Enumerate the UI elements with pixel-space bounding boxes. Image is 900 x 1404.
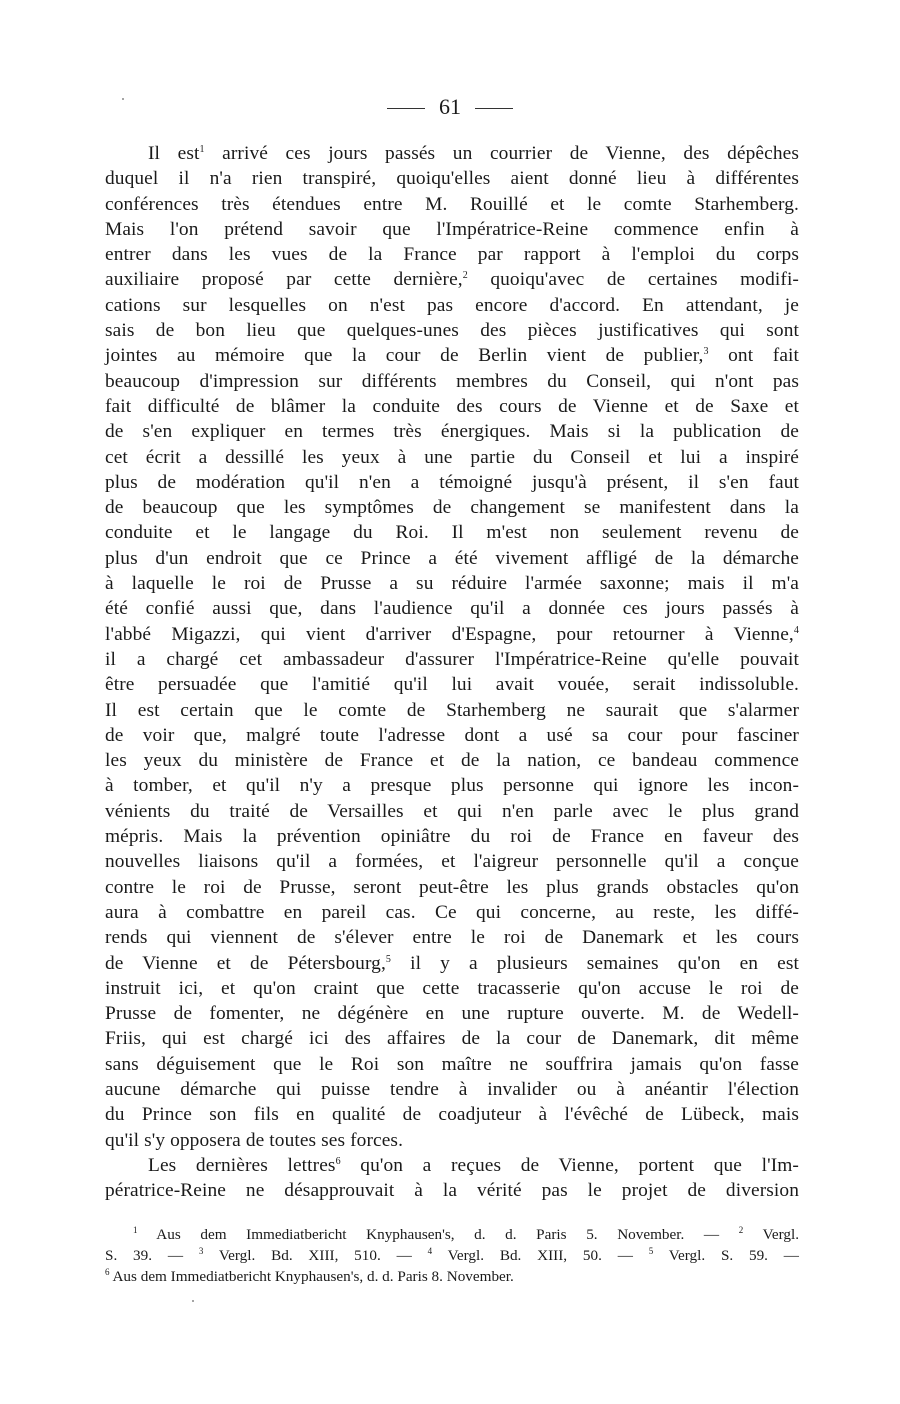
text-line [105, 520, 799, 545]
text-span: plus d'un endroit que ce Prince a été vivement affligé de la démarche [105, 547, 799, 569]
text-line [105, 394, 799, 419]
text-line [105, 1102, 799, 1127]
text-span: quoiqu'avec de certaines modifi- [467, 269, 799, 291]
text-span: vénients du traité de Versailles et qui n'en parle avec le plus grand [105, 800, 799, 822]
text-line [105, 242, 799, 267]
text-line [105, 470, 799, 495]
footnote-marker: 5 [385, 953, 392, 965]
text-span: Aus dem Immediatbericht Knyphausen's, d. d. Paris 8. November. [109, 1268, 514, 1285]
text-line [105, 445, 799, 470]
text-span: Il est certain que le comte de Starhemberg ne saurait que s'alarmer [105, 699, 799, 721]
footnote-marker: 2 [738, 1225, 744, 1235]
page-header [0, 93, 900, 121]
text-line [105, 166, 799, 191]
text-span: Mais l'on prétend savoir que l'Impératrice-Reine commence enfin à [105, 218, 799, 240]
text-span: pératrice-Reine ne désapprouvait à la vérité pas le projet de diversion [105, 1180, 799, 1202]
text-line [105, 875, 799, 900]
text-span: arrivé ces jours passés un courrier de Vienne, des dépêches [204, 143, 799, 164]
text-span: Vergl. S. 59. — [653, 1247, 799, 1264]
text-span: plus de modération qu'il n'en a témoigné jusqu'à présent, il s'en faut [105, 471, 799, 493]
text-span: S. 39. — [105, 1247, 199, 1264]
text-span: été confié aussi que, dans l'audience qu'il a donnée ces jours passés à [105, 598, 799, 620]
body-text [105, 141, 799, 1203]
footnote-marker: 6 [105, 1267, 110, 1277]
text-span: il y a plusieurs semaines qu'on en est [391, 952, 800, 974]
text-line [105, 293, 799, 318]
text-line [105, 1128, 799, 1153]
text-span: qu'on a reçues de Vienne, portent que l'Im- [340, 1154, 799, 1176]
text-span: de s'en expliquer en termes très énergiques. Mais si la publication de [105, 421, 799, 443]
footnotes [105, 1224, 799, 1287]
text-line [105, 546, 799, 571]
header-right-dash [475, 108, 513, 109]
text-span: jointes au mémoire que la cour de Berlin vient de publier, [105, 345, 704, 367]
text-line [105, 343, 799, 368]
text-line [105, 318, 799, 343]
text-span: les yeux du ministère de France et de la nation, ce bandeau commence [105, 750, 799, 772]
text-line [105, 748, 799, 773]
text-line [105, 925, 799, 950]
text-line [105, 672, 799, 697]
text-span: duquel il n'a rien transpiré, quoiqu'elles aient donné lieu à différentes [105, 168, 799, 190]
text-line [105, 1178, 799, 1203]
text-line [105, 1001, 799, 1026]
text-line [105, 192, 799, 217]
text-line [105, 698, 799, 723]
text-line [105, 951, 799, 976]
text-line [105, 647, 799, 672]
text-span: sais de bon lieu que quelques-unes des pièces justificatives qui sont [105, 320, 799, 342]
text-span: Vergl. Bd. XIII, 50. — [432, 1247, 649, 1264]
text-span: instruit ici, et qu'on craint que cette tracasserie qu'on accuse le roi de [105, 977, 799, 999]
text-span: de voir que, malgré toute l'adresse dont a usé sa cour pour fasciner [105, 724, 799, 746]
header-left-dash [387, 108, 425, 109]
text-line [105, 267, 799, 292]
text-line [105, 1245, 799, 1266]
text-span: entrer dans les vues de la France par rapport à l'emploi du corps [105, 244, 799, 266]
scan-speck [192, 1300, 194, 1302]
text-span: de beaucoup que les symptômes de changement se manifestent dans la [105, 497, 799, 519]
text-line [105, 723, 799, 748]
text-span: nouvelles liaisons qu'il a formées, et l'aigreur personnelle qu'il a conçue [105, 851, 799, 873]
text-line [105, 1026, 799, 1051]
footnote-marker: 2 [462, 270, 468, 282]
text-span: il a chargé cet ambassadeur d'assurer l'Impératrice-Reine qu'elle pouvait [105, 648, 799, 670]
text-span: du Prince son fils en qualité de coadjuteur à l'évêché de Lübeck, mais [105, 1104, 799, 1126]
text-line [105, 141, 799, 166]
text-line [105, 419, 799, 444]
text-line [105, 495, 799, 520]
text-line [105, 824, 799, 849]
text-span: de Vienne et de Pétersbourg, [105, 952, 386, 974]
text-line [105, 1052, 799, 1077]
text-span: aucune démarche qui puisse tendre à invalider ou à anéantir l'élection [105, 1078, 799, 1100]
text-span: Friis, qui est chargé ici des affaires de la cour de Danemark, dit même [105, 1028, 799, 1050]
text-span: conférences très étendues entre M. Rouillé et le comte Starhemberg. [105, 193, 799, 215]
text-line [105, 799, 799, 824]
footnote-marker: 5 [648, 1246, 654, 1256]
text-line [105, 1266, 799, 1287]
text-span: Il est [148, 143, 200, 164]
text-span: sans déguisement que le Roi son maître ne souffrira jamais qu'on fasse [105, 1053, 799, 1075]
scan-speck [122, 98, 124, 100]
text-span: l'abbé Migazzi, qui vient d'arriver d'Espagne, pour retourner à Vienne, [105, 623, 794, 645]
text-span: contre le roi de Prusse, seront peut-être les plus grands obstacles qu'on [105, 876, 799, 898]
footnote-marker: 1 [133, 1225, 138, 1235]
footnote-marker: 6 [335, 1155, 341, 1167]
text-line [105, 571, 799, 596]
text-line [105, 369, 799, 394]
text-span: être persuadée que l'amitié qu'il lui avait vouée, serait indissoluble. [105, 674, 799, 696]
text-line [105, 976, 799, 1001]
text-span: à laquelle le roi de Prusse a su réduire l'armée saxonne; mais il m'a [105, 573, 799, 595]
text-span: cations sur lesquelles on n'est pas encore d'accord. En attendant, je [105, 294, 799, 316]
text-span: Les dernières lettres [148, 1154, 336, 1176]
text-span: Vergl. [743, 1226, 799, 1243]
text-line [105, 1077, 799, 1102]
text-line [105, 1224, 799, 1245]
footnote-marker: 4 [427, 1246, 433, 1256]
text-span: mépris. Mais la prévention opiniâtre du roi de France en faveur des [105, 826, 799, 848]
footnote-marker: 3 [703, 346, 709, 358]
footnote-marker: 4 [793, 624, 799, 636]
text-span: beaucoup d'impression sur différents membres du Conseil, qui n'ont pas [105, 370, 799, 392]
footnote-marker: 3 [198, 1246, 204, 1256]
text-line [105, 622, 799, 647]
text-line [105, 773, 799, 798]
text-span: Prusse de fomenter, ne dégénère en une rupture ouverte. M. de Wedell- [105, 1003, 799, 1025]
text-span: rends qui viennent de s'élever entre le roi de Danemark et les cours [105, 927, 799, 949]
text-span: Vergl. Bd. XIII, 510. — [203, 1247, 428, 1264]
text-span: qu'il s'y opposera de toutes ses forces. [105, 1129, 404, 1151]
text-span: Aus dem Immediatbericht Knyphausen's, d. d. Paris 5. November. — [137, 1226, 739, 1243]
text-line [105, 596, 799, 621]
text-span: cet écrit a dessillé les yeux à une partie du Conseil et lui a inspiré [105, 446, 799, 468]
page-number: 61 [439, 94, 461, 119]
text-line [105, 900, 799, 925]
text-span: auxiliaire proposé par cette dernière, [105, 269, 463, 291]
text-line [105, 217, 799, 242]
text-span: aura à combattre en pareil cas. Ce qui concerne, au reste, les diffé- [105, 901, 799, 923]
text-line [105, 1153, 799, 1178]
text-span: conduite et le langage du Roi. Il m'est non seulement revenu de [105, 522, 799, 544]
text-span: fait difficulté de blâmer la conduite des cours de Vienne et de Saxe et [105, 395, 799, 417]
text-span: à tomber, et qu'il n'y a presque plus personne qui ignore les incon- [105, 775, 799, 797]
footnote-marker: 1 [199, 144, 205, 155]
text-span: ont fait [708, 345, 800, 367]
text-line [105, 849, 799, 874]
